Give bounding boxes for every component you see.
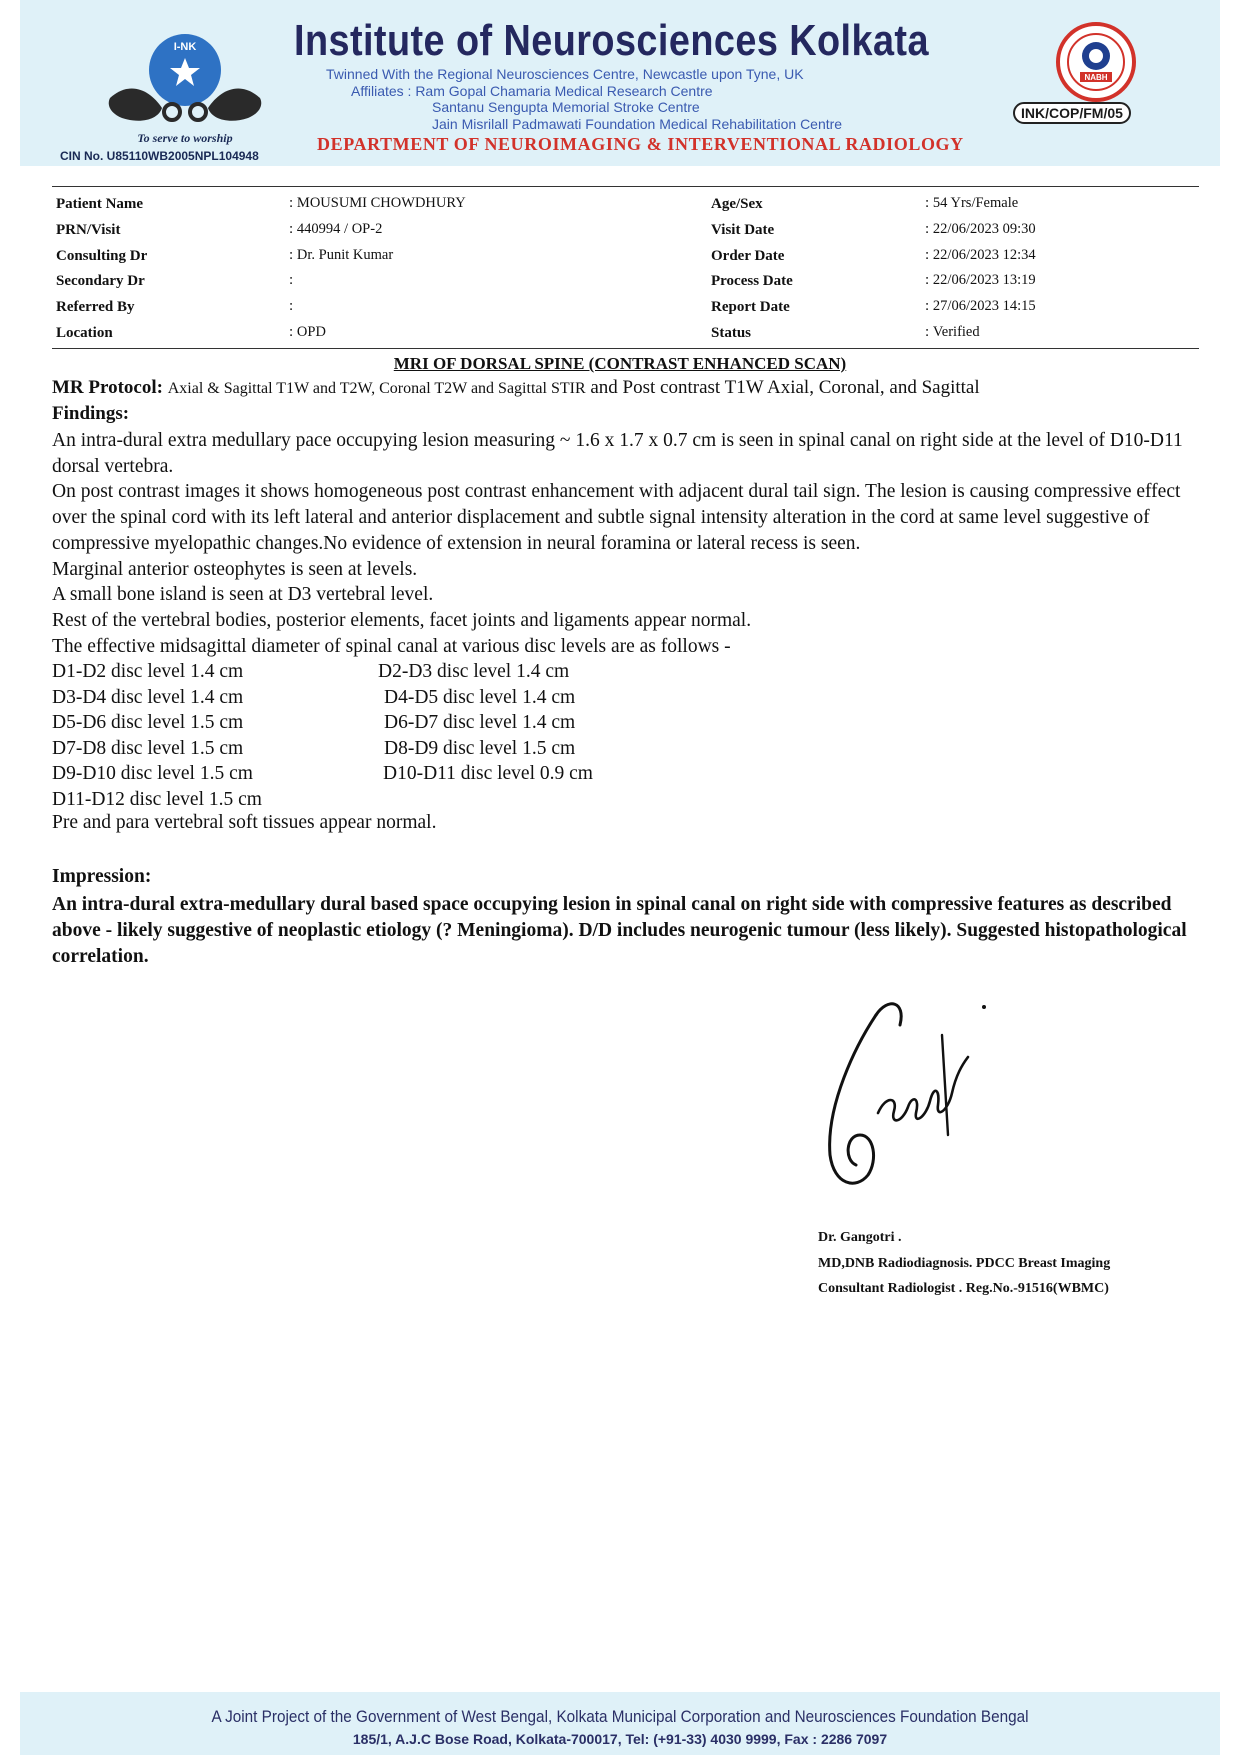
disc-level: D11-D12 disc level 1.5 cm (52, 788, 262, 810)
info-label: Referred By (56, 299, 135, 315)
visit-date-value: 22/06/2023 09:30 (932, 221, 1036, 237)
disc-level: D10-D11 disc level 0.9 cm (383, 763, 593, 785)
info-row-patient-name (56, 196, 143, 213)
info-label: Patient Name (56, 196, 144, 212)
separator: : (925, 195, 930, 211)
affiliation-line: Twinned With the Regional Neurosciences Centre, Newcastle upon Tyne, UK (326, 66, 804, 82)
divider (52, 186, 1199, 187)
info-label: PRN/Visit (56, 222, 121, 238)
age-sex-value: 54 Yrs/Female (932, 195, 1019, 211)
radiologist-qualification: MD,DNB Radiodiagnosis. PDCC Breast Imaging (818, 1256, 1111, 1271)
separator: : (925, 272, 930, 288)
info-label: Status (711, 325, 752, 341)
info-row-secondary-dr (56, 273, 145, 290)
separator: : (925, 247, 930, 263)
impression-heading: Impression: (52, 866, 152, 887)
department-name: DEPARTMENT OF NEUROIMAGING & INTERVENTIONAL RADIOLOGY (317, 134, 964, 154)
separator: : (289, 272, 294, 288)
separator: : (289, 324, 294, 340)
info-row-status (711, 325, 751, 342)
nabh-seal-text: NABH (1084, 73, 1108, 82)
disc-level: D1-D2 disc level 1.4 cm (52, 661, 244, 682)
report-date-value: 27/06/2023 14:15 (932, 298, 1036, 314)
finding-paragraph: A small bone island is seen at D3 vertebral level. (52, 584, 434, 606)
radiologist-designation: Consultant Radiologist . Reg.No.-91516(WBMC) (818, 1281, 1109, 1296)
separator: : (925, 324, 930, 340)
info-row-order-date (711, 248, 784, 265)
info-row-referred-by (56, 299, 134, 316)
finding-paragraph: The effective midsagittal diameter of spinal canal at various disc levels are as follows - (52, 635, 731, 657)
finding-paragraph: Rest of the vertebral bodies, posterior elements, facet joints and ligaments appear normal. (52, 609, 752, 631)
info-value-prn (289, 221, 382, 238)
location-value: OPD (296, 324, 326, 340)
info-label: Order Date (711, 248, 785, 264)
form-code: INK/COP/FM/05 (1013, 102, 1131, 124)
disc-level: D4-D5 disc level 1.4 cm (384, 686, 576, 708)
cin-number: CIN No. U85110WB2005NPL104948 (60, 149, 259, 163)
disc-level: D9-D10 disc level 1.5 cm (52, 763, 253, 785)
info-label: Process Date (711, 273, 793, 289)
info-row-prn (56, 222, 120, 239)
info-value-process-date (925, 272, 1036, 289)
info-row-visit-date (711, 222, 774, 239)
nabh-accreditation-seal (1044, 20, 1148, 104)
consulting-dr-value: Dr. Punit Kumar (296, 247, 394, 263)
protocol-post-contrast: and Post contrast T1W Axial, Coronal, and Sagittal (590, 377, 980, 398)
divider (52, 348, 1199, 349)
finding-paragraph: An intra-dural extra medullary pace occupying lesion measuring ~ 1.6 x 1.7 x 0.7 cm is seen in spinal canal on right side at the level of D10-D11 dorsal vertebra. (52, 430, 1183, 477)
order-date-value: 22/06/2023 12:34 (932, 247, 1036, 263)
report-title: MRI OF DORSAL SPINE (CONTRAST ENHANCED SCAN) (393, 354, 847, 373)
info-value-age-sex (925, 195, 1018, 212)
protocol-sequences: Axial & Sagittal T1W and T2W, Coronal T2W and Sagittal STIR (167, 380, 586, 397)
disc-level: D6-D7 disc level 1.4 cm (384, 712, 576, 734)
affiliation-line: Affiliates : Ram Gopal Chamaria Medical Research Centre (351, 83, 713, 99)
info-value-status (925, 324, 980, 341)
separator: : (289, 298, 294, 314)
soft-tissue-note: Pre and para vertebral soft tissues appear normal. (52, 812, 437, 833)
info-value-visit-date (925, 221, 1036, 238)
separator: : (289, 221, 294, 237)
findings-text (52, 428, 1202, 659)
info-row-age-sex (711, 196, 763, 213)
footer-address: 185/1, A.J.C Bose Road, Kolkata-700017, Tel: (+91-33) 4030 9999, Fax : 2286 7097 (352, 1731, 888, 1747)
separator: : (925, 298, 930, 314)
info-row-location (56, 325, 113, 342)
status-value: Verified (932, 324, 980, 340)
info-value-patient-name (289, 195, 466, 212)
separator: : (289, 247, 294, 263)
handwritten-signature (816, 985, 996, 1203)
ink-logo-text: I-NK (173, 41, 197, 53)
radiologist-name: Dr. Gangotri . (818, 1230, 902, 1245)
info-label: Age/Sex (711, 196, 763, 212)
info-value-referred-by (289, 298, 293, 315)
ink-logo-motto: To serve to worship (137, 131, 233, 145)
affiliation-line: Jain Misrilall Padmawati Foundation Medical Rehabilitation Centre (432, 116, 843, 132)
prn-value: 440994 / OP-2 (296, 221, 383, 237)
affiliation-line: Santanu Sengupta Memorial Stroke Centre (432, 99, 700, 115)
info-value-secondary-dr (289, 272, 293, 289)
separator: : (289, 195, 294, 211)
disc-level: D8-D9 disc level 1.5 cm (384, 737, 576, 759)
impression-text: An intra-dural extra-medullary dural based space occupying lesion in spinal canal on right side with compressive features as described above - likely suggestive of neoplastic etiology (? Meningioma). D/D includes neurogenic tumour (less likely). Suggested histopathological correlation. (52, 894, 1187, 967)
info-value-location (289, 324, 326, 341)
info-row-process-date (711, 273, 793, 290)
info-value-report-date (925, 298, 1036, 315)
findings-heading: Findings: (52, 403, 130, 424)
disc-level: D3-D4 disc level 1.4 cm (52, 686, 244, 708)
disc-level: D2-D3 disc level 1.4 cm (378, 661, 570, 682)
finding-paragraph: On post contrast images it shows homogeneous post contrast enhancement with adjacent dural tail sign. The lesion is causing compressive effect over the spinal cord with its left lateral and anterior displacement and subtle signal intensity alteration in the cord at same level suggestive of compressive myelopathic changes.No evidence of extension in neural foramina or lateral recess is seen. (52, 481, 1181, 554)
mr-protocol (52, 377, 980, 399)
info-value-order-date (925, 247, 1036, 264)
disc-level: D7-D8 disc level 1.5 cm (52, 737, 244, 759)
separator: : (925, 221, 930, 237)
info-row-report-date (711, 299, 790, 316)
info-label: Consulting Dr (56, 248, 148, 264)
patient-name-value: MOUSUMI CHOWDHURY (296, 195, 466, 211)
info-label: Location (56, 325, 113, 341)
protocol-label: MR Protocol: (52, 377, 163, 398)
info-row-consulting-dr (56, 248, 147, 265)
info-label: Report Date (711, 299, 790, 315)
process-date-value: 22/06/2023 13:19 (932, 272, 1036, 288)
ink-logo (100, 20, 270, 150)
finding-paragraph: Marginal anterior osteophytes is seen at levels. (52, 558, 418, 580)
info-label: Visit Date (711, 222, 775, 238)
institute-name: Institute of Neurosciences Kolkata (294, 16, 929, 65)
footer-joint-project: A Joint Project of the Government of West Bengal, Kolkata Municipal Corporation and Neurosciences Foundation Bengal (211, 1707, 1029, 1726)
disc-level: D5-D6 disc level 1.5 cm (52, 712, 244, 734)
info-value-consulting-dr (289, 247, 393, 264)
info-label: Secondary Dr (56, 273, 145, 289)
